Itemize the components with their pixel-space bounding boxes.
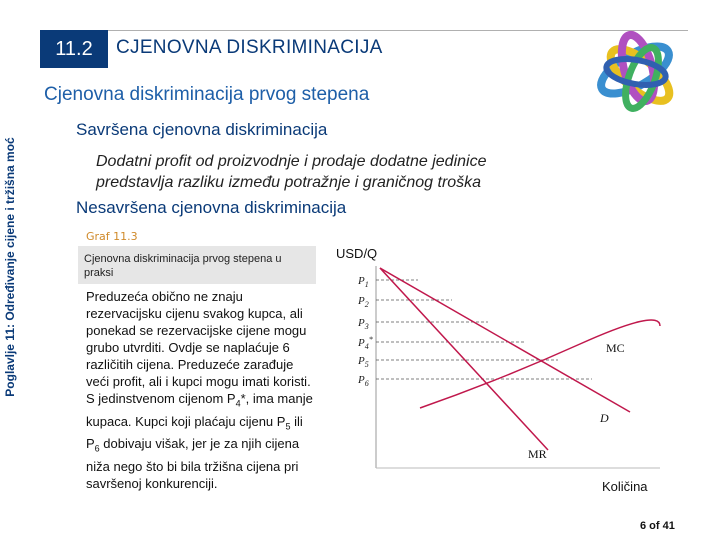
perfect-discrimination-heading: Savršena cjenovna diskriminacija xyxy=(76,120,328,139)
figure-label: Graf 11.3 xyxy=(86,230,138,243)
price-discrimination-chart xyxy=(330,240,670,500)
mr-curve xyxy=(380,268,548,450)
page-number: 6 of 41 xyxy=(640,520,675,532)
body-paragraph: Preduzeća obično ne znaju rezervacijsku cijenu svakog kupca, ali ponekad se rezervacijske cijene mogu grubo utvrditi. Ovdje se naplaćuje 6 različitih cijena. Preduzeće zarađuje veći profit, ali i kupci mogu imati koristi. S jedinstvenom cijenom $P_4*$, ima manje kupaca. Kupci koji plaćaju cijenu $P_5$ ili $P_6$ dobivaju višak, jer je za njih cijena niža nego što bi bila tržišna cijena pri savršenoj konkurenciji. xyxy=(86,289,313,491)
demand-label: D xyxy=(600,411,609,425)
x-axis-label: Količina xyxy=(602,479,648,494)
price-level-label: $P_1$ xyxy=(358,275,369,289)
price-level-label: $P_3$ xyxy=(358,317,369,331)
chapter-badge: 11.2 xyxy=(40,30,108,68)
chapter-sidebar-label: Poglavlje 11: Određivanje cijene i tržišna moć xyxy=(3,137,17,397)
mc-label: MC xyxy=(606,341,625,355)
mr-label: MR xyxy=(528,447,547,461)
slide-subtitle: Cjenovna diskriminacija prvog stepena xyxy=(44,84,370,105)
price-level-label: $P_6$ xyxy=(358,374,369,388)
chapter-title: CJENOVNA DISKRIMINACIJA xyxy=(116,37,383,58)
perfect-discrimination-description: Dodatni profit od proizvodnje i prodaje dodatne jedinice predstavlja razliku između potražnje i graničnog troška xyxy=(96,153,487,191)
demand-curve xyxy=(380,268,630,412)
figure-caption: Cjenovna diskriminacija prvog stepena u praksi xyxy=(84,253,282,279)
imperfect-discrimination-heading: Nesavršena cjenovna diskriminacija xyxy=(76,198,347,217)
rings-logo-icon xyxy=(580,20,700,130)
mc-curve xyxy=(420,320,660,408)
price-level-label: $P_2$ xyxy=(358,295,369,309)
y-axis-label: USD/Q xyxy=(336,246,378,261)
price-level-label: $P_4^*$ xyxy=(358,335,373,351)
price-level-label: $P_5$ xyxy=(358,355,369,369)
